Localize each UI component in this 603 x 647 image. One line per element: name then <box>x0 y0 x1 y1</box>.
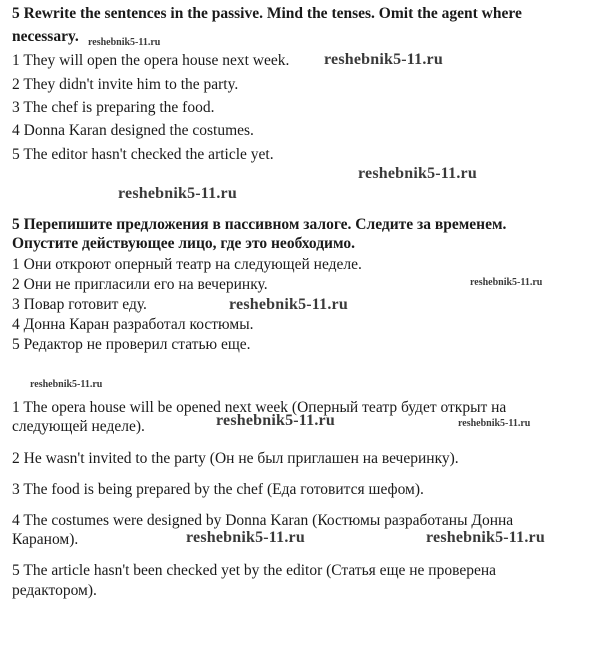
watermark: reshebnik5-11.ru <box>229 296 348 313</box>
task-item-en-1: 1 They will open the opera house next week. <box>12 52 290 69</box>
watermark: reshebnik5-11.ru <box>358 165 477 182</box>
answer-4-line2: Караном). <box>12 531 79 548</box>
task-title-en-line2: necessary. <box>12 28 79 45</box>
task-item-ru-3: 3 Повар готовит еду. <box>12 296 147 313</box>
answer-1-line2: следующей неделе). <box>12 418 145 435</box>
task-item-en-4: 4 Donna Karan designed the costumes. <box>12 122 254 139</box>
task-item-en-2: 2 They didn't invite him to the party. <box>12 76 239 93</box>
task-item-ru-1: 1 Они откроют оперный театр на следующей неделе. <box>12 256 362 273</box>
watermark: reshebnik5-11.ru <box>458 418 531 429</box>
task-title-en-line1: 5 Rewrite the sentences in the passive. Mind the tenses. Omit the agent where <box>12 5 522 22</box>
watermark: reshebnik5-11.ru <box>186 529 305 546</box>
task-title-ru-line1: 5 Перепишите предложения в пассивном залоге. Следите за временем. <box>12 216 507 233</box>
task-item-ru-2: 2 Они не пригласили его на вечеринку. <box>12 276 268 293</box>
watermark: reshebnik5-11.ru <box>88 37 161 48</box>
task-item-ru-4: 4 Донна Каран разработал костюмы. <box>12 316 254 333</box>
task-item-en-3: 3 The chef is preparing the food. <box>12 99 215 116</box>
watermark: reshebnik5-11.ru <box>216 412 335 429</box>
watermark: reshebnik5-11.ru <box>324 51 443 68</box>
task-item-en-5: 5 The editor hasn't checked the article yet. <box>12 146 274 163</box>
answer-1-line1: 1 The opera house will be opened next week (Оперный театр будет открыт на <box>12 399 507 416</box>
watermark: reshebnik5-11.ru <box>470 277 543 288</box>
answer-5-line2: редактором). <box>12 582 97 599</box>
answer-5-line1: 5 The article hasn't been checked yet by the editor (Статья еще не проверена <box>12 562 497 579</box>
watermark: reshebnik5-11.ru <box>30 379 103 390</box>
task-item-ru-5: 5 Редактор не проверил статью еще. <box>12 336 251 353</box>
watermark: reshebnik5-11.ru <box>426 529 545 546</box>
answer-2: 2 He wasn't invited to the party (Он не был приглашен на вечеринку). <box>12 450 459 467</box>
answer-4-line1: 4 The costumes were designed by Donna Karan (Костюмы разработаны Донна <box>12 512 514 529</box>
answer-3: 3 The food is being prepared by the chef (Еда готовится шефом). <box>12 481 424 498</box>
watermark: reshebnik5-11.ru <box>118 185 237 202</box>
task-title-ru-line2: Опустите действующее лицо, где это необходимо. <box>12 235 355 252</box>
